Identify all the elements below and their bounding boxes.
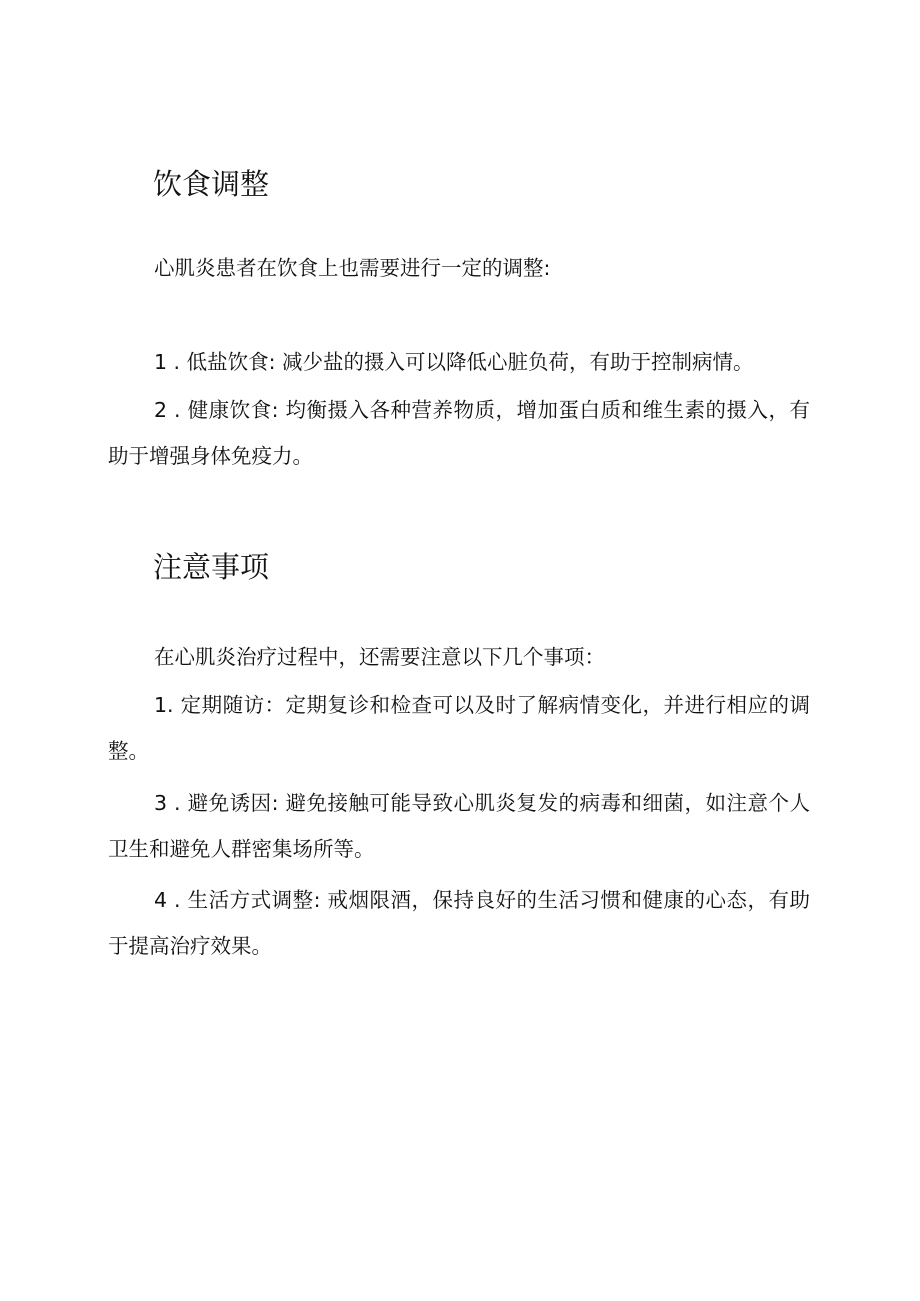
list-item-avoid-triggers: 3 . 避免诱因: 避免接触可能导致心肌炎复发的病毒和细菌，如注意个人卫生和避免人群密集场所等。	[108, 791, 810, 861]
list-item-healthy-diet: 2 . 健康饮食: 均衡摄入各种营养物质，增加蛋白质和维生素的摄入，有助于增强身体免疫力。	[108, 398, 810, 468]
list-item-lifestyle: 4 . 生活方式调整: 戒烟限酒，保持良好的生活习惯和健康的心态，有助于提高治疗效果。	[108, 888, 810, 958]
list-item-follow-up: 1. 定期随访：定期复诊和检查可以及时了解病情变化，并进行相应的调整。	[108, 693, 810, 763]
section-intro-precautions: 在心肌炎治疗过程中，还需要注意以下几个事项：	[154, 645, 605, 669]
list-item-low-salt: 1 . 低盐饮食: 减少盐的摄入可以降低心脏负荷，有助于控制病情。	[154, 350, 754, 374]
section-heading-diet: 饮食调整	[153, 167, 270, 201]
section-heading-precautions: 注意事项	[153, 550, 270, 584]
section-intro-diet: 心肌炎患者在饮食上也需要进行一定的调整:	[154, 256, 551, 280]
